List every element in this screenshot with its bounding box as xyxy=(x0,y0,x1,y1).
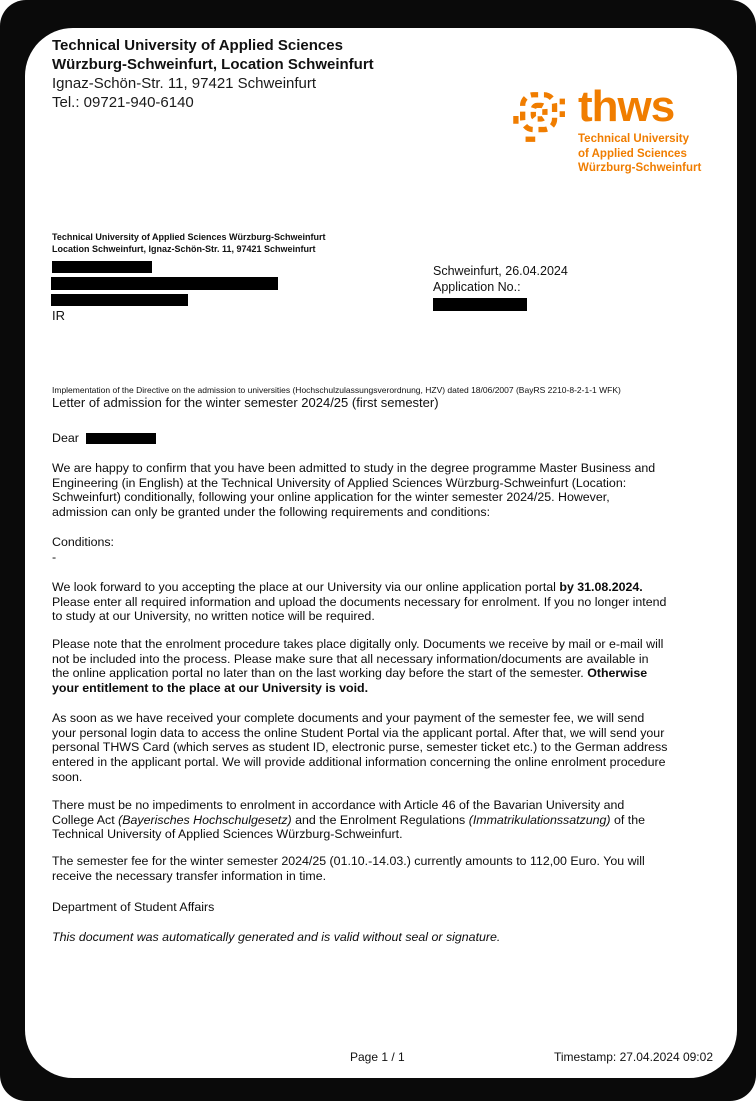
redacted-recipient-name xyxy=(52,261,152,273)
letterhead-phone: Tel.: 09721-940-6140 xyxy=(52,94,194,111)
paragraph-enrolment-text: Please note that the enrolment procedure takes place digitally only. Documents we receive by mail or e-mail will not be included into the process. Please make sure that all necessary information/documents are available in the online application portal no later than on the last working day before the start of the semester. xyxy=(52,637,664,681)
paragraph-acceptance-text: We look forward to you accepting the place at our University via our online application portal xyxy=(52,580,560,594)
redacted-application-no xyxy=(433,298,527,311)
paragraph-acceptance-rest: Please enter all required information and upload the documents necessary for enrolment. If you no longer intend to study at our University, no written notice will be required. xyxy=(52,594,667,624)
thws-tagline-line3: Würzburg-Schweinfurt xyxy=(578,162,702,174)
signature-department: Department of Student Affairs xyxy=(52,900,215,914)
letter-meta xyxy=(433,263,568,295)
place-date: Schweinfurt, 26.04.2024 xyxy=(433,264,568,278)
sender-line-1: Technical University of Applied Sciences Würzburg-Schweinfurt xyxy=(52,232,326,242)
paragraph-acceptance xyxy=(52,580,668,624)
letterhead-name-line2: Würzburg-Schweinfurt, Location Schweinfurt xyxy=(52,56,374,73)
redacted-salutation-name xyxy=(86,433,156,444)
letterhead-address: Ignaz-Schön-Str. 11, 97421 Schweinfurt xyxy=(52,75,317,92)
sender-return-address xyxy=(52,232,326,255)
paragraph-impediments xyxy=(52,798,668,842)
redacted-recipient-street xyxy=(51,277,278,290)
recipient-country-code: IR xyxy=(52,308,65,323)
salutation-text: Dear xyxy=(52,431,79,445)
thws-wordmark: thws xyxy=(578,82,675,131)
paragraph-enrolment-procedure xyxy=(52,637,668,696)
application-no-label: Application No.: xyxy=(433,280,521,294)
paragraph-impediments-text3: of the Technical University of Applied Sciences Würzburg-Schweinfurt. xyxy=(52,812,646,842)
subject-line: Letter of admission for the winter semester 2024/25 (first semester) xyxy=(52,395,439,410)
paragraph-impediments-text1: There must be no impediments to enrolment in accordance with Article 46 of the Bavarian University and College Act xyxy=(52,798,625,827)
paragraph-semester-fee: The semester fee for the winter semester 2024/25 (01.10.-14.03.) currently amounts to 112,00 Euro. You will receive the necessary transfer information in time. xyxy=(52,854,645,883)
auto-generated-note: This document was automatically generated and is valid without seal or signature. xyxy=(52,930,501,944)
legal-reference-line: Implementation of the Directive on the admission to universities (Hochschulzulassungsverordnung, HZV) dated 18/06/2007 (BayRS 2210-8-2-1-1 WFK) xyxy=(52,385,621,395)
thws-tagline-line1: Technical University xyxy=(578,133,689,145)
page-number: Page 1 / 1 xyxy=(350,1050,405,1064)
paragraph-admission: We are happy to confirm that you have been admitted to study in the degree programme Master Business and Engineering (in English) at the Technical University of Applied Sciences Würzburg-Schweinfurt (Location: Schweinfurt) conditionally, following your online application for the winter semester 2024/25. However, admission can only be granted under the following requirements and conditions: xyxy=(52,461,656,520)
conditions-item: - xyxy=(52,550,57,564)
timestamp: Timestamp: 27.04.2024 09:02 xyxy=(554,1050,713,1064)
regulations-name-german: (Immatrikulationssatzung) xyxy=(468,812,611,827)
salutation-line xyxy=(52,431,668,446)
thws-logo-icon xyxy=(513,86,571,153)
letter-page xyxy=(25,28,737,1078)
conditions-label: Conditions: xyxy=(52,535,114,549)
sender-line-2: Location Schweinfurt, Ignaz-Schön-Str. 11, 97421 Schweinfurt xyxy=(52,243,316,254)
paragraph-student-portal: As soon as we have received your complete documents and your payment of the semester fee, we will send your personal login data to access the online Student Portal via the applicant portal. After that, we will send your personal THWS Card (which serves as student ID, electronic purse, semester ticket etc.) to the German address entered in the applicant portal. We will provide additional information concerning the online enrolment procedure soon. xyxy=(52,711,668,784)
letterhead-name-line1: Technical University of Applied Sciences xyxy=(52,37,343,54)
redacted-recipient-city xyxy=(51,294,188,306)
thws-logo xyxy=(513,82,702,176)
paragraph-impediments-text2: and the Enrolment Regulations xyxy=(291,812,469,827)
letterhead xyxy=(52,36,374,112)
law-name-german: (Bayerisches Hochschulgesetz) xyxy=(118,812,292,827)
acceptance-deadline: by 31.08.2024. xyxy=(559,580,643,594)
thws-tagline-line2: of Applied Sciences xyxy=(578,147,687,160)
enrolment-warning: Otherwise your entitlement to the place at our University is void. xyxy=(52,666,648,696)
